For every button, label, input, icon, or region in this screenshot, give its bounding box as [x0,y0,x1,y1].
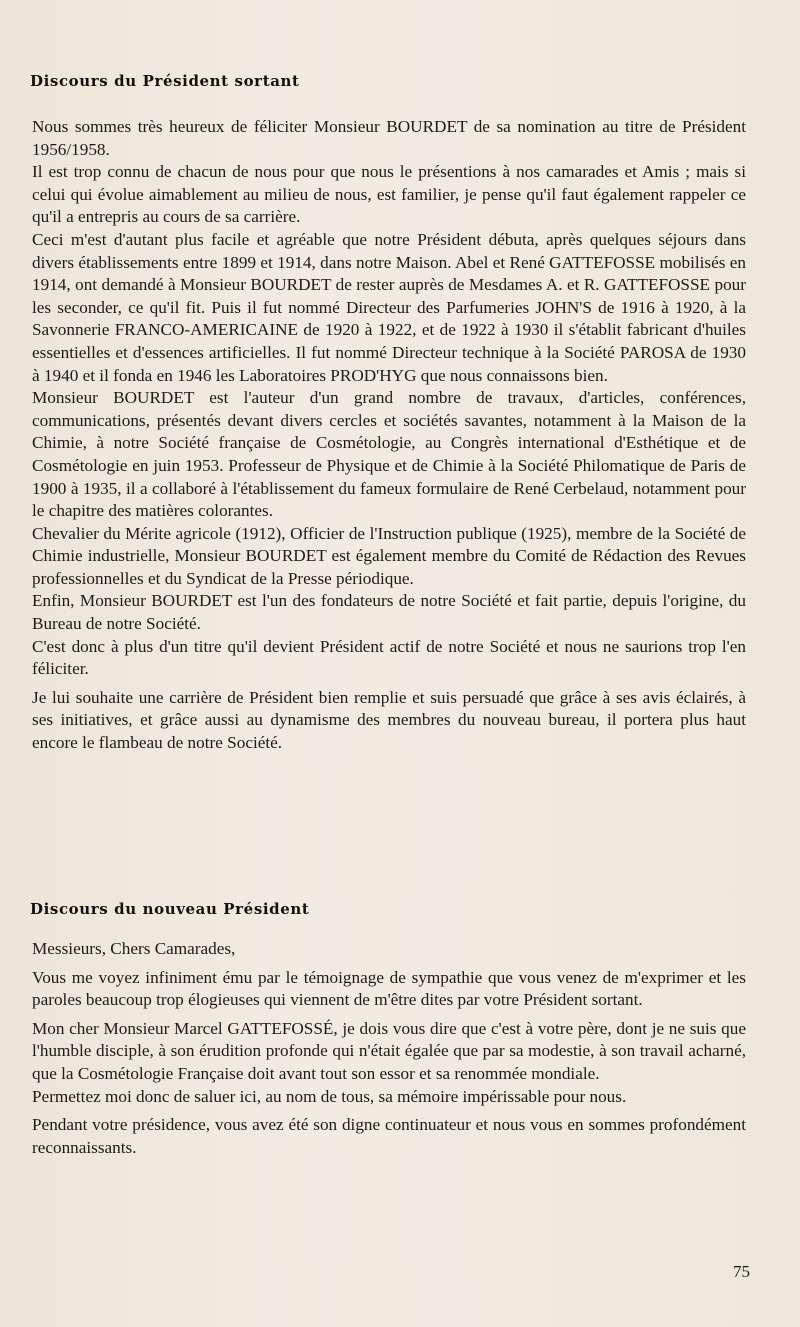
paragraph: Monsieur BOURDET est l'auteur d'un grand nombre de travaux, d'articles, conférences, communications, présentés devant divers cercles et sociétés savantes, notamment à la Maison de la Chimie, à notre Société française de Cosmétologie, au Congrès international d'Esthétique et de Cosmétologie en juin 1953. Professeur de Physique et de Chimie à la Société Philomatique de Paris de 1900 à 1935, il a collaboré à l'établissement du fameux formulaire de René Cerbelaud, notamment pour le chapitre des matières colorantes. [32,388,746,521]
paragraph: Enfin, Monsieur BOURDET est l'un des fondateurs de notre Société et fait partie, depuis l'origine, du Bureau de notre Société. [32,591,746,634]
paragraph: Mon cher Monsieur Marcel GATTEFOSSÉ, je dois vous dire que c'est à votre père, dont je ne suis que l'humble disciple, à son érudition profonde qui n'était égalée que par sa modestie, à son travail acharné, que la Cosmétologie Française doit avant tout son essor et sa renommée mondiale. [32,1018,746,1083]
paragraph: Permettez moi donc de saluer ici, au nom de tous, sa mémoire impérissable pour nous. [32,1086,627,1106]
paragraph: Je lui souhaite une carrière de Président bien remplie et suis persuadé que grâce à ses avis éclairés, à ses initiatives, et grâce aussi au dynamisme des membres du nouveau bureau, il portera plus haut encore le flambeau de notre Société. [32,687,746,753]
section-heading-outgoing-president: Discours du Président sortant [30,72,300,90]
paragraph: Ceci m'est d'autant plus facile et agréable que notre Président débuta, après quelques séjours dans divers établissements entre 1899 et 1914, dans notre Maison. Abel et René GATTEFOSSE mobilisés en 1914, ont demandé à Monsieur BOURDET de rester auprès de Mesdames A. et R. GATTEFOSSE pour les seconder, ce qu'il fit. Puis il fut nommé Directeur des Parfumeries JOHN'S de 1916 à 1920, à la Savonnerie FRANCO-AMERICAINE de 1920 à 1922, et de 1922 à 1930 il s'établit fabricant d'huiles essentielles et d'essences artificielles. Il fut nommé Directeur technique à la Société PAROSA de 1930 à 1940 et il fonda en 1946 les Laboratoires PROD'HYG que nous connaissons bien. [32,229,746,385]
paragraph: C'est donc à plus d'un titre qu'il devient Président actif de notre Société et nous ne saurions trop l'en féliciter. [32,636,746,679]
paragraph: Vous me voyez infiniment ému par le témoignage de sympathie que vous venez de m'exprimer et les paroles beaucoup trop élogieuses qui viennent de m'être dites par votre Président sortant. [32,967,746,1010]
paragraph: Chevalier du Mérite agricole (1912), Officier de l'Instruction publique (1925), membre de la Société de Chimie industrielle, Monsieur BOURDET est également membre du Comité de Rédaction des Revues professionnelles et du Syndicat de la Presse périodique. [32,523,746,588]
paragraph: Il est trop connu de chacun de nous pour que nous le présentions à nos camarades et Amis ; mais si celui qui évolue aimablement au milieu de nous, est familier, je pense qu'il faut également rappeler ce qu'il a entrepris au cours de sa carrière. [32,162,746,227]
page-number: 75 [733,1262,750,1281]
speech-new-president [32,938,746,1159]
paragraph: Messieurs, Chers Camarades, [32,939,236,958]
paragraph: Nous sommes très heureux de féliciter Monsieur BOURDET de sa nomination au titre de Président 1956/1958. [32,117,746,159]
paragraph: Pendant votre présidence, vous avez été son digne continuateur et nous vous en sommes profondément reconnaissants. [32,1115,746,1157]
speech-outgoing-president [32,116,746,755]
section-heading-new-president: Discours du nouveau Président [30,900,310,918]
